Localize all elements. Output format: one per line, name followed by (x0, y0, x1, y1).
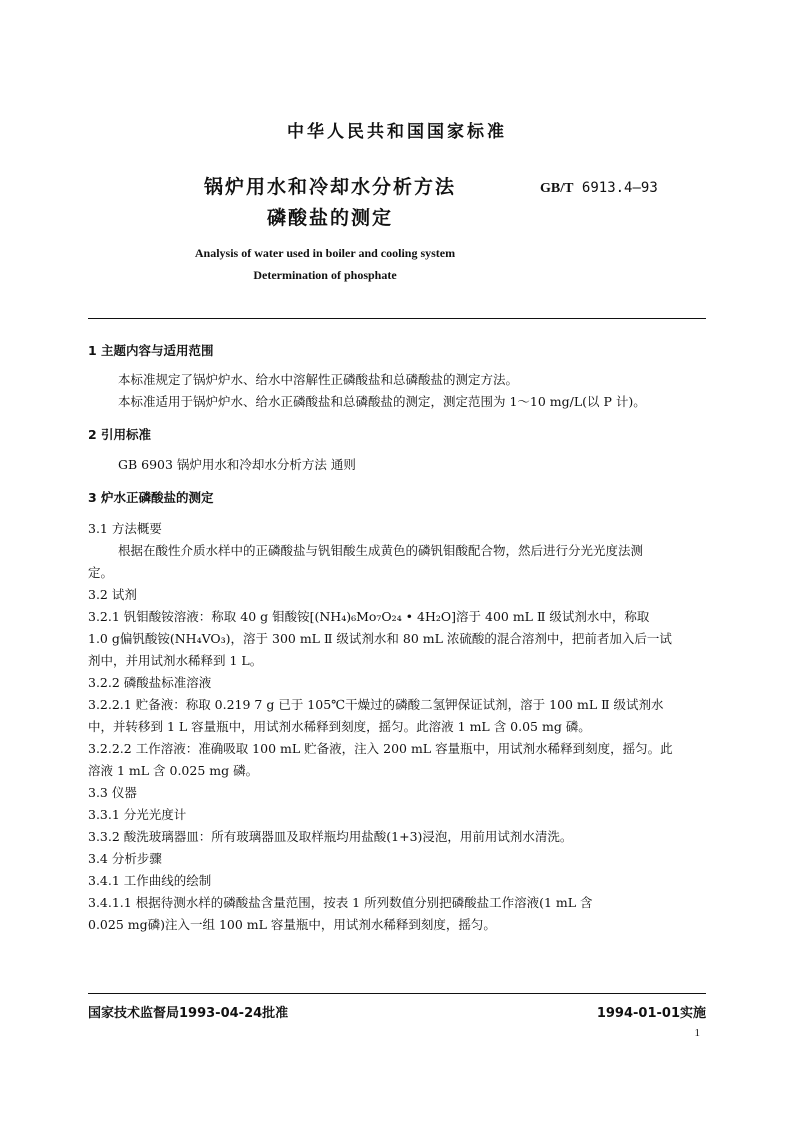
paragraph: 根据在酸性介质水样中的正磷酸盐与钒钼酸生成黄色的磷钒钼酸配合物，然后进行分光光度法测 (118, 543, 644, 558)
paragraph: 定。 (88, 565, 114, 580)
document-title-cn: 锅炉用水和冷却水分析方法 (203, 176, 456, 198)
paragraph: 溶液 1 mL 含 0.025 mg 磷。 (88, 763, 259, 778)
paragraph: 3.3.2 酸洗玻璃器皿：所有玻璃器皿及取样瓶均用盐酸(1+3)浸泡，用前用试剂水清洗。 (88, 829, 573, 844)
paragraph: 3.4.1.1 根据待测水样的磷酸盐含量范围，按表 1 所列数值分别把磷酸盐工作溶液(1 mL 含 (88, 895, 593, 910)
implementation-date: 1994-01-01实施 (596, 1006, 706, 1021)
issuing-country: 中华人民共和国国家标准 (287, 122, 507, 142)
paragraph: 3.2.1 钒钼酸铵溶液：称取 40 g 钼酸铵[(NH₄)₆Mo₇O₂₄ • 4H₂O]溶于 400 mL Ⅱ 级试剂水中，称取 (88, 609, 650, 624)
section-heading: 2 引用标准 (88, 427, 152, 442)
standard-code-number: 6913.4—93 (581, 180, 658, 196)
paragraph: 中，并转移到 1 L 容量瓶中，用试剂水稀释到刻度，摇匀。此溶液 1 mL 含 0.05 mg 磷。 (88, 719, 591, 734)
reference-item: GB 6903 锅炉用水和冷却水分析方法 通则 (118, 457, 356, 472)
approval-date: 国家技术监督局1993-04-24批准 (88, 1006, 289, 1021)
paragraph: 本标准适用于锅炉炉水、给水正磷酸盐和总磷酸盐的测定，测定范围为 1～10 mg/L(以 P 计)。 (118, 394, 646, 409)
section-heading: 3 炉水正磷酸盐的测定 (88, 490, 214, 505)
paragraph: 本标准规定了锅炉炉水、给水中溶解性正磷酸盐和总磷酸盐的测定方法。 (118, 372, 519, 387)
document-subtitle-cn: 磷酸盐的测定 (266, 207, 393, 229)
header-divider (88, 318, 706, 319)
paragraph: 3.2.2.1 贮备液：称取 0.219 7 g 已于 105℃干燥过的磷酸二氢钾保证试剂，溶于 100 mL Ⅱ 级试剂水 (88, 697, 664, 712)
paragraph: 剂中，并用试剂水稀释到 1 L。 (88, 653, 263, 668)
subsection-heading: 3.4 分析步骤 (88, 851, 162, 866)
subsection-heading: 3.2 试剂 (88, 587, 137, 602)
subsection-heading: 3.3 仪器 (88, 785, 137, 800)
subsection-heading: 3.1 方法概要 (88, 521, 162, 536)
footer-divider (88, 993, 706, 994)
document-subtitle-en: Determination of phosphate (253, 268, 397, 282)
subsection-heading: 3.2.2 磷酸盐标准溶液 (88, 675, 212, 690)
standard-code (540, 180, 658, 197)
paragraph: 1.0 g偏钒酸铵(NH₄VO₃)，溶于 300 mL Ⅱ 级试剂水和 80 mL 浓硫酸的混合溶剂中，把前者加入后一试 (88, 631, 672, 646)
paragraph: 0.025 mg磷)注入一组 100 mL 容量瓶中，用试剂水稀释到刻度，摇匀。 (88, 917, 496, 932)
section-heading: 1 主题内容与适用范围 (88, 343, 214, 358)
paragraph: 3.2.2.2 工作溶液：准确吸取 100 mL 贮备液，注入 200 mL 容量瓶中，用试剂水稀释到刻度，摇匀。此 (88, 741, 673, 756)
paragraph: 3.4.1 工作曲线的绘制 (88, 873, 212, 888)
standard-code-prefix: GB/T (540, 181, 574, 196)
document-title-en: Analysis of water used in boiler and cooling system (194, 246, 456, 260)
page-number: 1 (694, 1027, 700, 1039)
paragraph: 3.3.1 分光光度计 (88, 807, 187, 822)
